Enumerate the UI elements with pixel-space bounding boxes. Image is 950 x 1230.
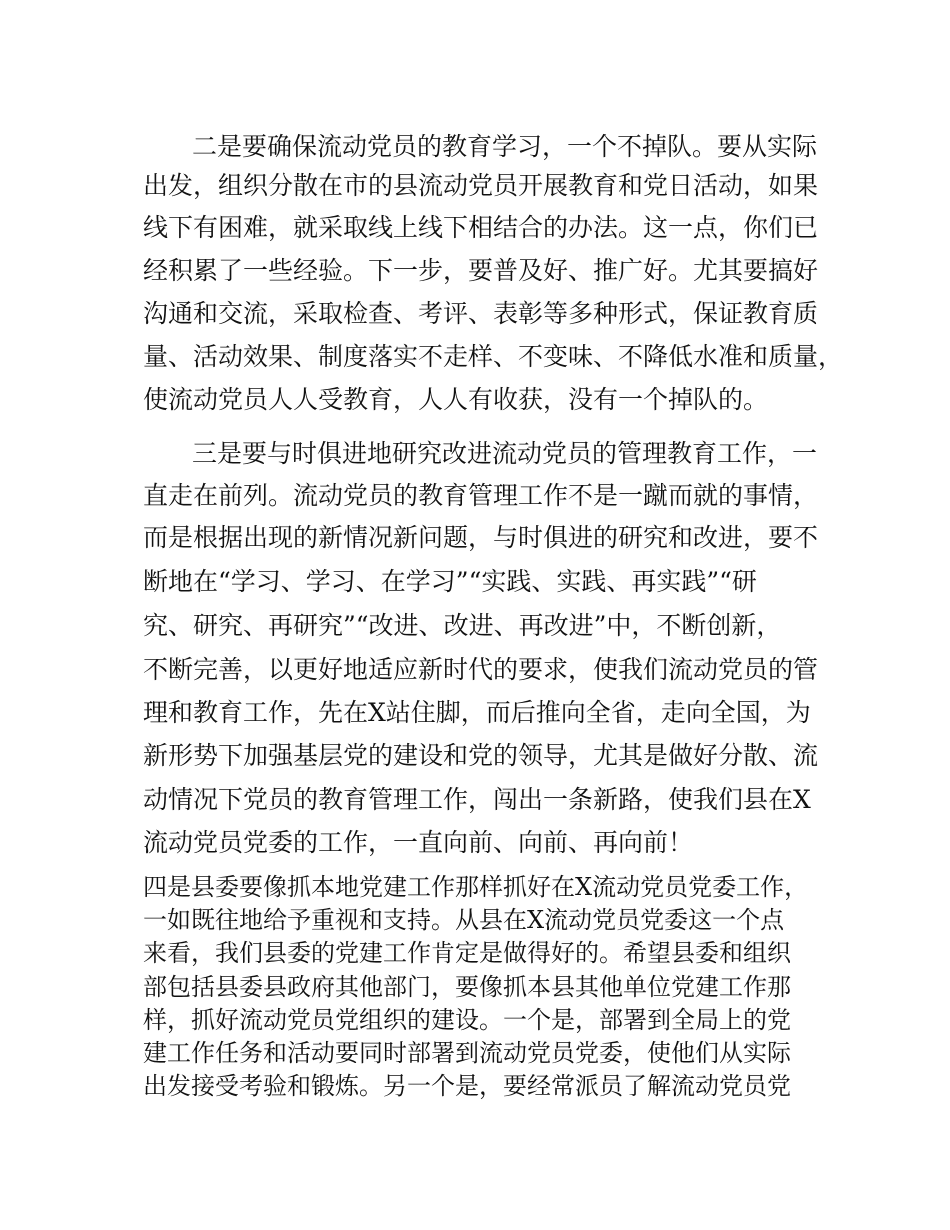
paragraph-line: 理和教育工作，先在X站住脚，而后推向全省，走向全国，为: [143, 698, 811, 727]
paragraph-line: 线下有困难，就采取线上线下相结合的办法。这一点，你们已: [143, 213, 819, 242]
paragraph-line: 一如既往地给予重视和支持。从县在X流动党员党委这一个点: [143, 906, 785, 934]
paragraph-line: 使流动党员人人受教育，人人有收获，没有一个掉队的。: [143, 385, 769, 414]
paragraph-line: 直走在前列。流动党员的教育管理工作不是一蹴而就的事情，: [143, 481, 819, 510]
paragraph-line: 二是要确保流动党员的教育学习，一个不掉队。要从实际: [192, 132, 818, 161]
paragraph-line: 经积累了一些经验。下一步，要普及好、推广好。尤其要搞好: [143, 256, 819, 285]
paragraph-line: 流动党员党委的工作，一直向前、向前、再向前！: [143, 828, 694, 857]
paragraph-line: 新形势下加强基层党的建设和党的领导，尤其是做好分散、流: [143, 741, 819, 770]
paragraph-line: 出发，组织分散在市的县流动党员开展教育和党日活动，如果: [143, 171, 819, 200]
paragraph-line: 出发接受考验和锻炼。另一个是，要经常派员了解流动党员党: [143, 1072, 791, 1100]
paragraph-line: 动情况下党员的教育管理工作，闯出一条新路，使我们县在X: [143, 785, 811, 814]
paragraph-line: 四是县委要像抓本地党建工作那样抓好在X流动党员党委工作，: [143, 873, 809, 901]
paragraph-line: 样，抓好流动党员党组织的建设。一个是，部署到全局上的党: [143, 1006, 791, 1034]
paragraph-line: 究、研究、再研究”“改进、改进、再改进”中，不断创新，: [143, 611, 782, 640]
paragraph-line: 不断完善，以更好地适应新时代的要求，使我们流动党员的管: [143, 655, 819, 684]
paragraph-line: 建工作任务和活动要同时部署到流动党员党委，使他们从实际: [143, 1039, 791, 1067]
paragraph-line: 沟通和交流，采取检查、考评、表彰等多种形式，保证教育质: [143, 299, 819, 328]
paragraph-line: 断地在“学习、学习、在学习”“实践、实践、再实践”“研: [143, 567, 757, 596]
paragraph-line: 来看，我们县委的党建工作肯定是做得好的。希望县委和组织: [143, 939, 791, 967]
paragraph-line: 三是要与时俱进地研究改进流动党员的管理教育工作，一: [192, 439, 818, 468]
paragraph-line: 而是根据出现的新情况新问题，与时俱进的研究和改进，要不: [143, 523, 819, 552]
paragraph-line: 部包括县委县政府其他部门，要像抓本县其他单位党建工作那: [143, 973, 791, 1001]
paragraph-line: 量、活动效果、制度落实不走样、不变味、不降低水准和质量，: [143, 342, 844, 371]
